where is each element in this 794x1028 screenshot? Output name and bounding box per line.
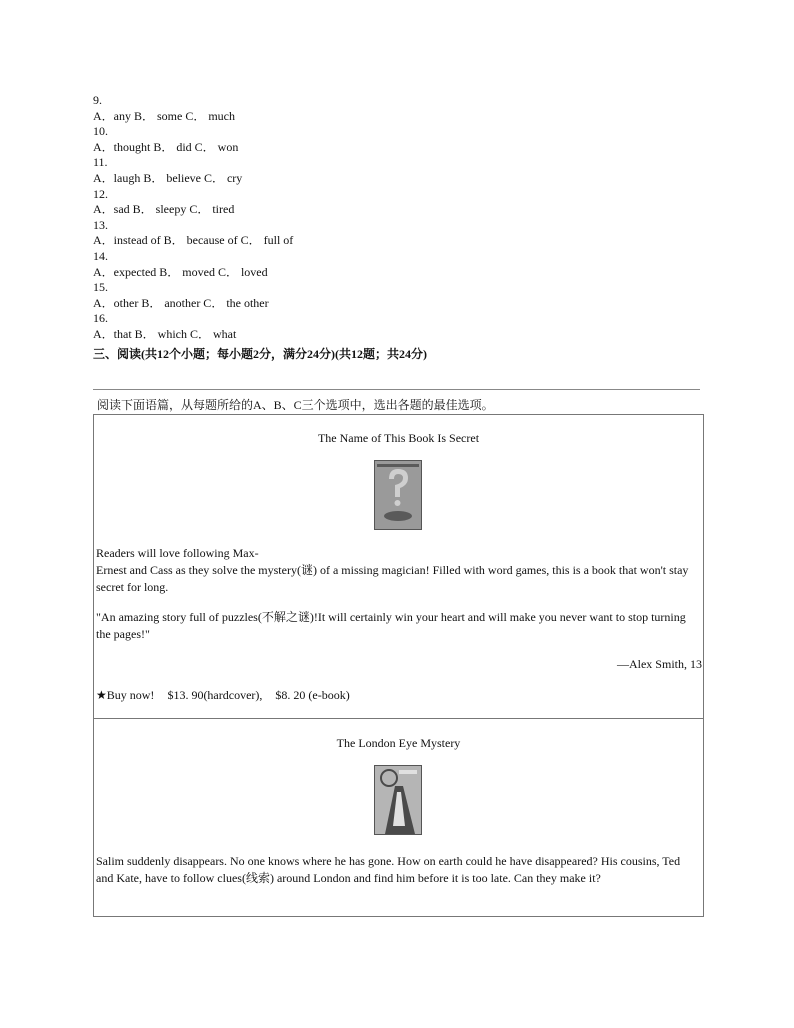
question-number: 13. bbox=[93, 217, 108, 232]
question-number: 11. bbox=[93, 155, 108, 170]
book-title: The London Eye Mystery bbox=[336, 736, 461, 750]
divider bbox=[93, 389, 700, 390]
book-description bbox=[96, 545, 699, 596]
question-number: 12. bbox=[93, 186, 108, 201]
question-number: 10. bbox=[93, 124, 108, 139]
question-item bbox=[93, 311, 653, 342]
book-entry bbox=[94, 719, 703, 916]
book-cover-image bbox=[374, 765, 422, 835]
question-item bbox=[93, 124, 653, 155]
question-options: A．that B． which C． what bbox=[93, 326, 237, 341]
question-options: A．thought B． did C． won bbox=[93, 139, 239, 154]
price-line bbox=[96, 688, 360, 703]
question-options: A．other B． another C． the other bbox=[93, 295, 269, 310]
description-line: Readers will love following Max- bbox=[96, 546, 259, 560]
book-title: The Name of This Book Is Secret bbox=[317, 431, 480, 445]
section-heading: 三、阅读(共12个小题；每小题2分，满分24分)(共12题；共24分) bbox=[93, 347, 427, 361]
price-ebook: $8. 20 (e-book) bbox=[275, 688, 350, 702]
book-review: "An amazing story full of puzzles(不解之谜)!It will certainly win your heart and will make you never want to stop turning the pages!" bbox=[96, 610, 686, 641]
description-line: Ernest and Cass as they solve the mystery(谜) of a missing magician! Filled with word games, this is a book that won't stay secret for long. bbox=[96, 563, 689, 594]
question-number: 9. bbox=[93, 93, 102, 107]
reviewer-signature: —Alex Smith, 13 bbox=[616, 657, 702, 671]
question-number: 14. bbox=[93, 248, 108, 263]
buy-now-label: ★Buy now! bbox=[96, 688, 155, 702]
question-options: A．any B． some C． much bbox=[93, 108, 235, 123]
question-number: 15. bbox=[93, 280, 108, 295]
question-item bbox=[93, 280, 653, 311]
question-number: 16. bbox=[93, 311, 108, 326]
question-item bbox=[93, 249, 653, 280]
question-item bbox=[93, 218, 653, 249]
book-entry bbox=[94, 415, 703, 719]
book-description: Salim suddenly disappears. No one knows where he has gone. How on earth could he have disappeared? His cousins, Ted and Kate, have to follow clues(线索) around London and find him before it is too late. Can they make it? bbox=[96, 854, 681, 885]
question-item bbox=[93, 187, 653, 218]
section-instructions: 阅读下面语篇，从每题所给的A、B、C三个选项中，选出各题的最佳选项。 bbox=[97, 398, 494, 412]
question-list bbox=[93, 93, 653, 343]
question-options: A．expected B． moved C． loved bbox=[93, 264, 268, 279]
price-hardcover: $13. 90(hardcover), bbox=[167, 688, 263, 702]
question-options: A．laugh B． believe C． cry bbox=[93, 170, 243, 185]
question-item bbox=[93, 155, 653, 186]
question-options: A．instead of B． because of C． full of bbox=[93, 233, 294, 248]
question-item bbox=[93, 93, 653, 124]
question-options: A．sad B． sleepy C． tired bbox=[93, 202, 235, 217]
passage-table bbox=[93, 414, 704, 917]
book-cover-image bbox=[374, 460, 422, 530]
